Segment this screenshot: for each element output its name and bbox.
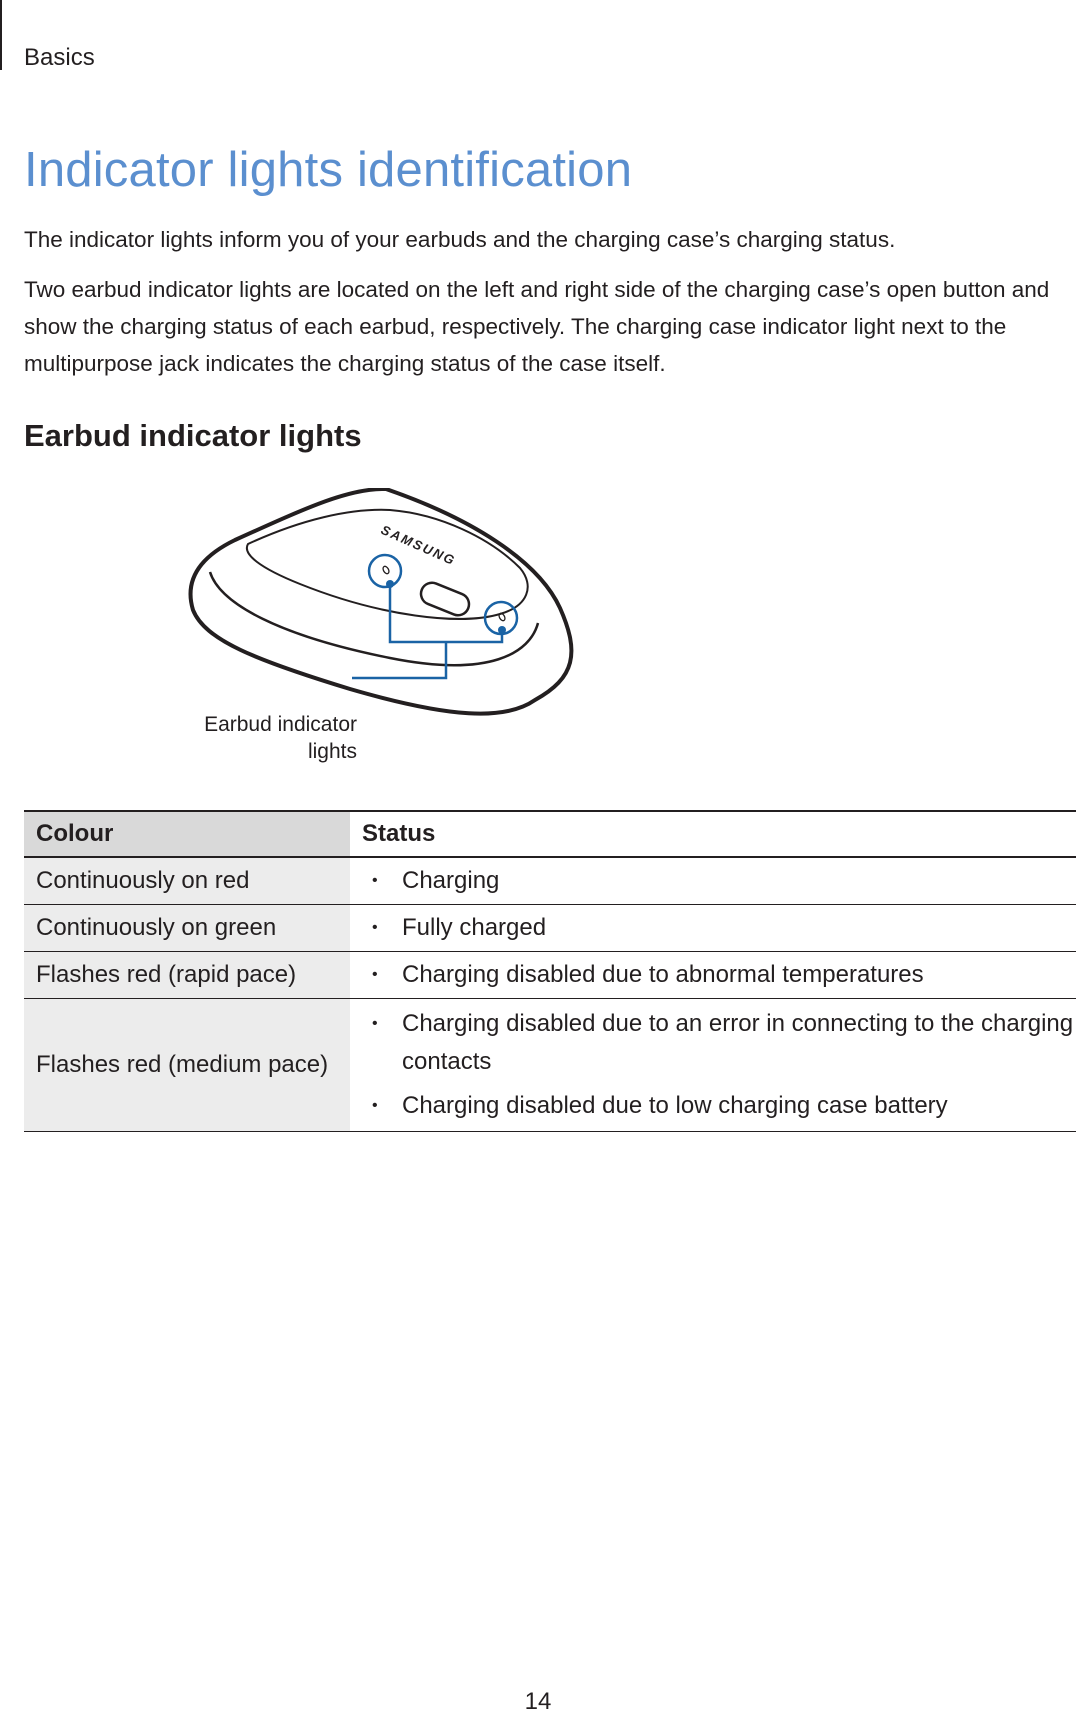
section-subheading: Earbud indicator lights bbox=[24, 418, 362, 453]
indicator-status-table bbox=[24, 810, 1076, 1132]
row-colour: Flashes red (rapid pace) bbox=[24, 951, 350, 998]
row-status bbox=[350, 998, 1076, 1131]
table-row bbox=[24, 904, 1076, 951]
callout-line-1: Earbud indicator bbox=[204, 713, 357, 736]
status-bullet: • Charging bbox=[372, 862, 1076, 900]
row-status bbox=[350, 857, 1076, 904]
row-colour: Flashes red (medium pace) bbox=[24, 998, 350, 1131]
row-colour: Continuously on red bbox=[24, 857, 350, 904]
header-status: Status bbox=[362, 820, 436, 847]
status-bullet: • Charging disabled due to low charging case battery bbox=[372, 1087, 1076, 1125]
row-status bbox=[350, 904, 1076, 951]
callout-line-2: lights bbox=[307, 740, 357, 763]
earbud-indicator-callout bbox=[150, 711, 357, 765]
header-colour: Colour bbox=[24, 811, 350, 857]
row-colour: Continuously on green bbox=[24, 904, 350, 951]
table-row bbox=[24, 998, 1076, 1131]
table-row bbox=[24, 951, 1076, 998]
row-status bbox=[350, 951, 1076, 998]
case-outline bbox=[191, 489, 572, 714]
left-indicator-dot bbox=[386, 580, 394, 588]
section-label: Basics bbox=[24, 44, 95, 71]
page-number: 14 bbox=[524, 1688, 552, 1715]
status-bullet: • Charging disabled due to an error in connecting to the charging contacts bbox=[372, 1005, 1076, 1081]
description-paragraph: Two earbud indicator lights are located on the left and right side of the charging case’s open button and show the charging status of each earbud, respectively. The charging case indicator light next to the multipurpose jack indicates the charging status of the case itself. bbox=[24, 277, 1050, 376]
intro-paragraph: The indicator lights inform you of your earbuds and the charging case’s charging status. bbox=[24, 227, 896, 252]
samsung-logo: SAMSUNG bbox=[378, 522, 459, 569]
table-header-row bbox=[24, 811, 1076, 857]
page-title: Indicator lights identification bbox=[24, 143, 633, 197]
table-row bbox=[24, 857, 1076, 904]
page-edge-rule bbox=[0, 0, 2, 70]
status-bullet: • Charging disabled due to abnormal temperatures bbox=[372, 956, 1076, 994]
status-bullet: • Fully charged bbox=[372, 909, 1076, 947]
right-indicator-dot bbox=[498, 626, 506, 634]
